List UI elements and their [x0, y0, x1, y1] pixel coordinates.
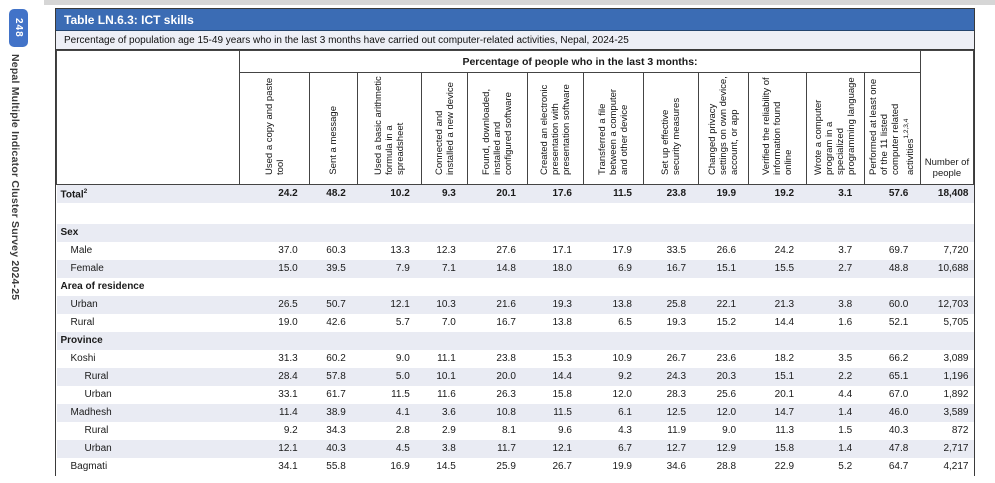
row-label: Rural: [70, 317, 95, 328]
value-cell: 3.7: [838, 245, 853, 256]
row-label: [57, 203, 240, 224]
value-cell: 47.8: [888, 443, 909, 454]
value-cell: 25.9: [496, 461, 516, 472]
column-header-label: Sent a message: [328, 106, 340, 175]
table-row: [57, 260, 974, 278]
value-cell: 14.4: [774, 317, 795, 328]
row-label: Female: [70, 263, 104, 274]
value-cell: 20.1: [774, 389, 795, 400]
number-of-people-cell: 5,705: [943, 317, 969, 328]
value-cell: 15.2: [716, 317, 737, 328]
column-header-label: Transferred a file between a computer and other device: [597, 88, 631, 175]
value-cell: 40.3: [326, 443, 346, 454]
value-cell: 6.9: [618, 263, 632, 274]
value-cell: 15.5: [774, 263, 795, 274]
value-cell: 2.2: [838, 371, 853, 382]
column-header: [468, 73, 528, 185]
column-header: [864, 73, 920, 185]
value-cell: 39.5: [326, 263, 346, 274]
value-cell: 28.8: [716, 461, 737, 472]
value-cell: 12.1: [278, 443, 298, 454]
value-cell: 17.9: [612, 245, 632, 256]
value-cell: 17.6: [552, 188, 572, 200]
value-cell: 42.6: [326, 317, 346, 328]
value-cell: 12.1: [552, 443, 572, 454]
table-row: [57, 224, 974, 242]
row-label: Urban: [84, 389, 112, 400]
value-cell: 11.5: [553, 407, 572, 418]
number-of-people-cell: 872: [951, 425, 969, 436]
value-cell: 4.1: [395, 407, 410, 418]
ict-skills-table: [56, 50, 974, 476]
value-cell: 28.4: [278, 371, 298, 382]
value-cell: 7.9: [395, 263, 410, 274]
table-row: [57, 404, 974, 422]
value-cell: 40.3: [888, 425, 909, 436]
value-cell: 11.3: [775, 425, 795, 436]
value-cell: 26.3: [496, 389, 516, 400]
value-cell: 1.6: [838, 317, 853, 328]
row-label: Madhesh: [70, 407, 112, 418]
value-cell: 3.8: [441, 443, 456, 454]
value-cell: 7.1: [441, 263, 456, 274]
value-cell: 1.5: [838, 425, 853, 436]
value-cell: 69.7: [888, 245, 909, 256]
table-row: [57, 368, 974, 386]
value-cell: 19.2: [774, 188, 795, 200]
value-cell: 15.1: [774, 371, 795, 382]
value-cell: 26.6: [716, 245, 737, 256]
empty-cell: [240, 224, 974, 242]
value-cell: 4.5: [395, 443, 410, 454]
column-header-label: Used a basic arithmetic formula in a spreadsheet: [373, 76, 407, 175]
column-header: [644, 73, 698, 185]
value-cell: 15.8: [774, 443, 795, 454]
page-number-badge: [9, 9, 28, 47]
value-cell: 10.9: [612, 353, 632, 364]
value-cell: 6.5: [618, 317, 632, 328]
column-header-label: Found, downloaded, installed and configured software: [481, 88, 515, 175]
value-cell: 16.9: [390, 461, 410, 472]
value-cell: 11.4: [279, 407, 298, 418]
column-header-label: Created an electronic presentation with presentation software: [539, 84, 573, 175]
value-cell: 16.7: [496, 317, 516, 328]
value-cell: 31.3: [278, 353, 298, 364]
value-cell: 61.7: [326, 389, 346, 400]
value-cell: 57.6: [888, 188, 909, 200]
value-cell: 15.3: [552, 353, 572, 364]
column-header: [528, 73, 584, 185]
value-cell: 11.1: [437, 353, 456, 364]
value-cell: 21.6: [496, 299, 516, 310]
value-cell: 12.3: [436, 245, 456, 256]
value-cell: 22.9: [774, 461, 795, 472]
number-of-people-cell: 3,089: [943, 353, 969, 364]
value-cell: 13.3: [390, 245, 410, 256]
number-of-people-header: Number of people: [920, 51, 973, 185]
row-label: Rural: [84, 371, 109, 382]
row-label: Sex: [60, 227, 79, 238]
column-header: [240, 73, 310, 185]
row-label: Total$^2$: [60, 187, 88, 200]
percentage-span-header: Percentage of people who in the last 3 months:: [240, 51, 921, 73]
value-cell: 34.6: [666, 461, 687, 472]
row-label: Male: [70, 245, 93, 256]
value-cell: 17.1: [552, 245, 572, 256]
value-cell: 13.8: [552, 317, 572, 328]
value-cell: 5.0: [395, 371, 410, 382]
span-header-row: [57, 51, 974, 73]
value-cell: 20.0: [496, 371, 516, 382]
value-cell: 10.1: [436, 371, 456, 382]
ict-skills-table-block: [55, 8, 975, 476]
value-cell: 26.5: [278, 299, 298, 310]
value-cell: 6.1: [618, 407, 632, 418]
row-label: Bagmati: [70, 461, 108, 472]
number-of-people-cell: 1,196: [943, 371, 969, 382]
value-cell: 19.0: [278, 317, 298, 328]
table-subtitle: Percentage of population age 15-49 years who in the last 3 months have carried out computer-related activities, Nepal, 2024-25: [56, 31, 974, 50]
value-cell: 20.3: [716, 371, 737, 382]
value-cell: 23.6: [716, 353, 737, 364]
value-cell: 5.7: [395, 317, 410, 328]
value-cell: 19.9: [716, 188, 737, 200]
value-cell: 64.7: [888, 461, 909, 472]
value-cell: 46.0: [888, 407, 909, 418]
value-cell: 57.8: [326, 371, 346, 382]
value-cell: 9.0: [722, 425, 737, 436]
value-cell: 24.3: [666, 371, 687, 382]
value-cell: 67.0: [888, 389, 909, 400]
value-cell: 22.1: [716, 299, 737, 310]
value-cell: 3.5: [838, 353, 853, 364]
column-header: [698, 73, 748, 185]
value-cell: 20.1: [496, 188, 516, 200]
column-header-label: Changed privacy settings on own device, account, or app: [706, 76, 740, 175]
value-cell: 37.0: [278, 245, 298, 256]
value-cell: 2.7: [838, 263, 853, 274]
value-cell: 3.6: [441, 407, 456, 418]
value-cell: 3.8: [838, 299, 853, 310]
value-cell: 12.9: [716, 443, 737, 454]
table-row: [57, 242, 974, 260]
table-row: [57, 422, 974, 440]
table-row: [57, 314, 974, 332]
empty-cell: [240, 203, 974, 224]
number-of-people-cell: 12,703: [937, 299, 969, 310]
value-cell: 16.7: [666, 263, 687, 274]
value-cell: 23.8: [496, 353, 516, 364]
column-header-label: Set up effective security measures: [660, 97, 682, 175]
value-cell: 10.3: [436, 299, 456, 310]
page-number: 248: [13, 18, 24, 38]
value-cell: 21.3: [774, 299, 795, 310]
column-header-label: Wrote a computer program in a specialized programming language: [813, 77, 858, 175]
number-of-people-cell: 4,217: [943, 461, 969, 472]
table-body: [57, 185, 974, 476]
value-cell: 25.6: [716, 389, 737, 400]
value-cell: 19.9: [612, 461, 632, 472]
value-cell: 14.8: [496, 263, 516, 274]
value-cell: 6.7: [618, 443, 632, 454]
value-cell: 11.5: [613, 188, 632, 200]
table-row: [57, 296, 974, 314]
value-cell: 25.8: [666, 299, 687, 310]
value-cell: 2.8: [395, 425, 410, 436]
column-header: [584, 73, 644, 185]
value-cell: 8.1: [501, 425, 516, 436]
column-header-label: Connected and installed a new device: [433, 82, 456, 175]
value-cell: 9.3: [441, 188, 456, 200]
value-cell: 1.4: [838, 443, 853, 454]
value-cell: 11.7: [497, 443, 516, 454]
value-cell: 14.7: [774, 407, 795, 418]
column-header: [422, 73, 468, 185]
table-row: [57, 278, 974, 296]
number-of-people-cell: 1,892: [943, 389, 969, 400]
value-cell: 9.2: [618, 371, 632, 382]
value-cell: 10.8: [496, 407, 516, 418]
row-label: Area of residence: [60, 281, 145, 292]
column-header: [358, 73, 422, 185]
value-cell: 12.0: [716, 407, 737, 418]
row-label: Rural: [84, 425, 109, 436]
row-label: Urban: [70, 299, 98, 310]
value-cell: 24.2: [774, 245, 795, 256]
value-cell: 60.2: [326, 353, 346, 364]
value-cell: 52.1: [888, 317, 909, 328]
value-cell: 15.8: [552, 389, 572, 400]
value-cell: 1.4: [838, 407, 853, 418]
column-header: [806, 73, 864, 185]
value-cell: 4.3: [618, 425, 632, 436]
value-cell: 14.5: [436, 461, 456, 472]
value-cell: 12.1: [390, 299, 410, 310]
value-cell: 19.3: [666, 317, 687, 328]
column-header: [748, 73, 806, 185]
survey-title-vertical: Nepal Multiple Indicator Cluster Survey 2024-25: [9, 54, 21, 301]
value-cell: 10.2: [390, 188, 410, 200]
value-cell: 7.0: [441, 317, 456, 328]
value-cell: 34.3: [326, 425, 346, 436]
table-row: [57, 185, 974, 203]
value-cell: 3.1: [838, 188, 853, 200]
empty-cell: [240, 278, 974, 296]
value-cell: 34.1: [278, 461, 298, 472]
value-cell: 12.5: [666, 407, 687, 418]
column-header: [310, 73, 358, 185]
value-cell: 28.3: [666, 389, 687, 400]
value-cell: 27.6: [496, 245, 516, 256]
value-cell: 18.0: [552, 263, 572, 274]
value-cell: 15.0: [278, 263, 298, 274]
value-cell: 18.2: [774, 353, 795, 364]
value-cell: 9.0: [395, 353, 410, 364]
empty-cell: [240, 332, 974, 350]
value-cell: 9.6: [558, 425, 572, 436]
value-cell: 60.3: [326, 245, 346, 256]
value-cell: 48.8: [888, 263, 909, 274]
value-cell: 38.9: [326, 407, 346, 418]
column-header-label: Performed at least one of the 11 listed computer related activities$^{1,2,3,4}$: [868, 78, 917, 175]
table-row: [57, 203, 974, 224]
value-cell: 26.7: [552, 461, 572, 472]
page-edge-line: [44, 0, 995, 5]
value-cell: 48.2: [326, 188, 346, 200]
value-cell: 11.9: [667, 425, 687, 436]
value-cell: 12.7: [666, 443, 687, 454]
value-cell: 65.1: [888, 371, 909, 382]
table-row: [57, 350, 974, 368]
number-of-people-cell: 18,408: [937, 188, 969, 200]
value-cell: 55.8: [326, 461, 346, 472]
column-header-label: Used a copy and paste tool: [263, 77, 286, 175]
value-cell: 4.4: [838, 389, 853, 400]
value-cell: 2.9: [441, 425, 456, 436]
table-row: [57, 332, 974, 350]
value-cell: 33.1: [278, 389, 298, 400]
number-of-people-cell: 2,717: [943, 443, 969, 454]
value-cell: 11.6: [437, 389, 456, 400]
value-cell: 9.2: [283, 425, 298, 436]
value-cell: 11.5: [391, 389, 410, 400]
value-cell: 24.2: [278, 188, 298, 200]
number-of-people-cell: 3,589: [943, 407, 969, 418]
value-cell: 5.2: [838, 461, 853, 472]
row-label-column-header: [57, 51, 240, 185]
value-cell: 66.2: [888, 353, 909, 364]
value-cell: 12.0: [612, 389, 632, 400]
row-label: Koshi: [70, 353, 96, 364]
value-cell: 23.8: [666, 188, 687, 200]
value-cell: 26.7: [666, 353, 687, 364]
value-cell: 19.3: [552, 299, 572, 310]
value-cell: 14.4: [552, 371, 572, 382]
column-header-label: Verified the reliability of information found online: [760, 77, 794, 175]
table-row: [57, 458, 974, 476]
value-cell: 15.1: [716, 263, 737, 274]
value-cell: 50.7: [326, 299, 346, 310]
row-label: Province: [60, 335, 103, 346]
value-cell: 60.0: [888, 299, 909, 310]
row-label: Urban: [84, 443, 112, 454]
value-cell: 13.8: [612, 299, 632, 310]
value-cell: 33.5: [666, 245, 687, 256]
number-of-people-cell: 10,688: [937, 263, 969, 274]
table-row: [57, 440, 974, 458]
table-title: Table LN.6.3: ICT skills: [56, 9, 974, 31]
table-row: [57, 386, 974, 404]
number-of-people-cell: 7,720: [943, 245, 969, 256]
